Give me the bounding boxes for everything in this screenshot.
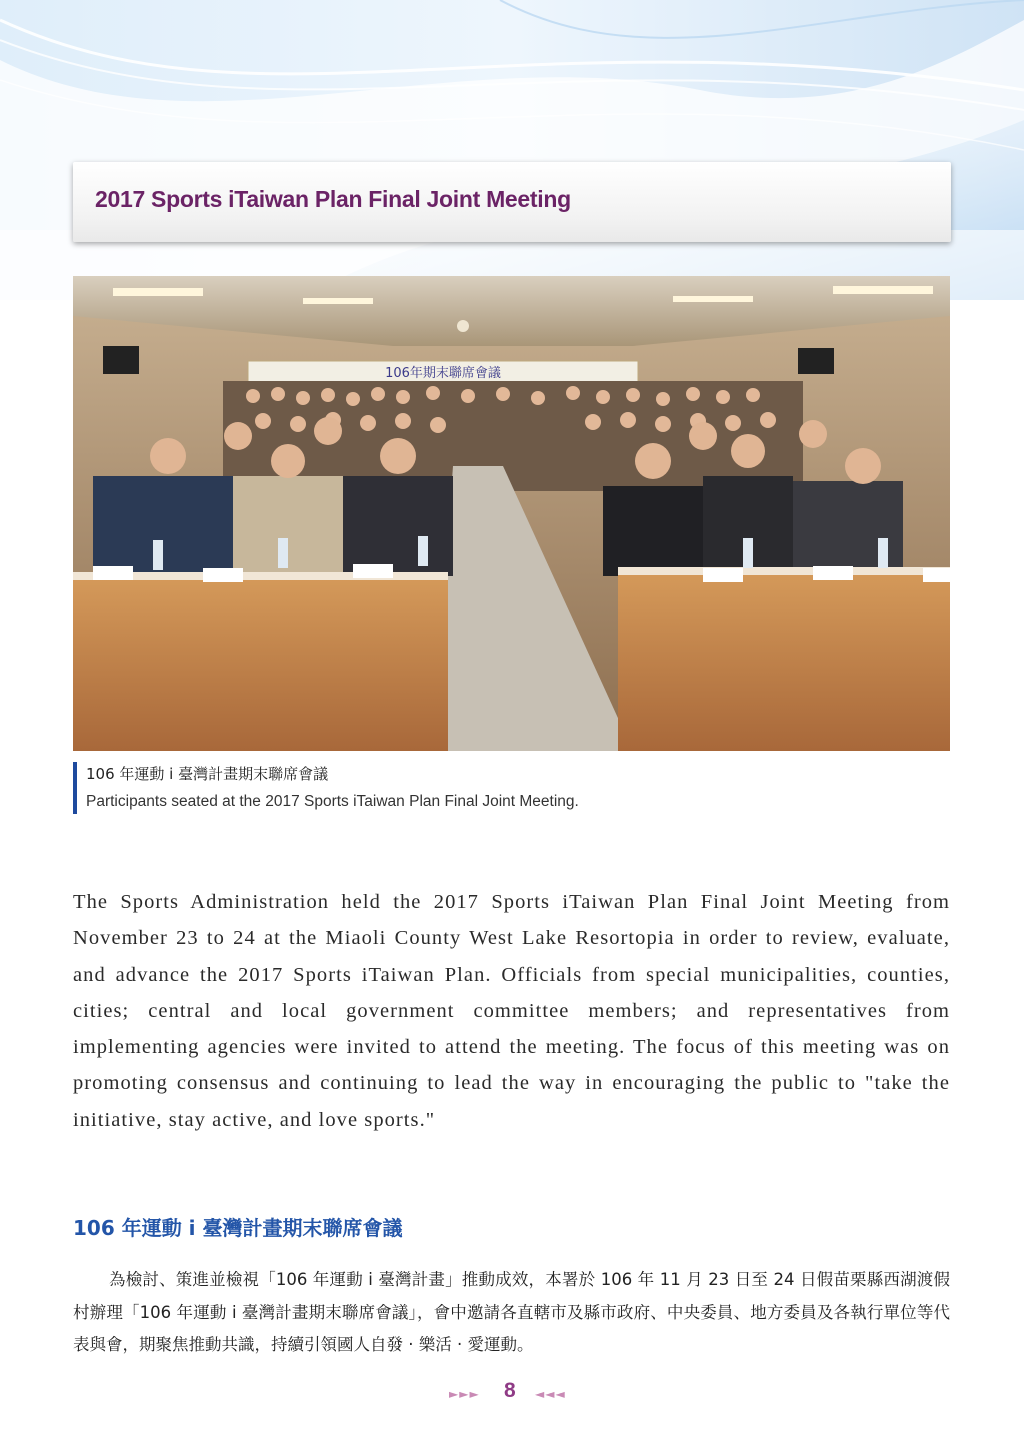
background-swoosh — [0, 0, 1024, 300]
section-heading-chinese: 106 年運動 i 臺灣計畫期末聯席會議 — [73, 1216, 403, 1240]
photo-caption — [73, 762, 579, 814]
meeting-photo — [73, 276, 950, 751]
banner-text: 106年期末聯席會議 — [385, 366, 501, 381]
footer-arrows-right-icon: ◄◄◄ — [535, 1387, 566, 1401]
body-english-paragraph: The Sports Administration held the 2017 Sports iTaiwan Plan Final Joint Meeting from November 23 to 24 at the Miaoli County West Lake Resortopia in order to review, evaluate, and advance the 2017 Sports iTaiwan Plan. Officials from special municipalities, counties, cities; central and local government committee members; and representatives from implementing agencies were invited to attend the meeting. The focus of this meeting was on promoting consensus and continuing to lead the way in encouraging the public to "take the initiative, stay active, and love sports." — [73, 891, 950, 1131]
body-chinese-paragraph: 為檢討、策進並檢視「106 年運動 i 臺灣計畫」推動成效，本署於 106 年 11 月 23 日至 24 日假苗栗縣西湖渡假村辦理「106 年運動 i 臺灣計畫期末聯席會議」，會中邀請各直轄市及縣市政府、中央委員、地方委員及各執行單位等代表與會，期聚焦推動共識，持續引領國人自發 ‧ 樂活 ‧ 愛運動。 — [73, 1270, 950, 1354]
page-footer — [0, 1378, 1024, 1408]
caption-english: Participants seated at the 2017 Sports iTaiwan Plan Final Joint Meeting. — [86, 793, 579, 810]
page-number: 8 — [504, 1379, 516, 1402]
footer-arrows-left-icon: ►►► — [449, 1387, 480, 1401]
page-title: 2017 Sports iTaiwan Plan Final Joint Meeting — [95, 186, 571, 212]
caption-chinese: 106 年運動 i 臺灣計畫期末聯席會議 — [86, 765, 329, 783]
title-bar — [73, 162, 951, 242]
